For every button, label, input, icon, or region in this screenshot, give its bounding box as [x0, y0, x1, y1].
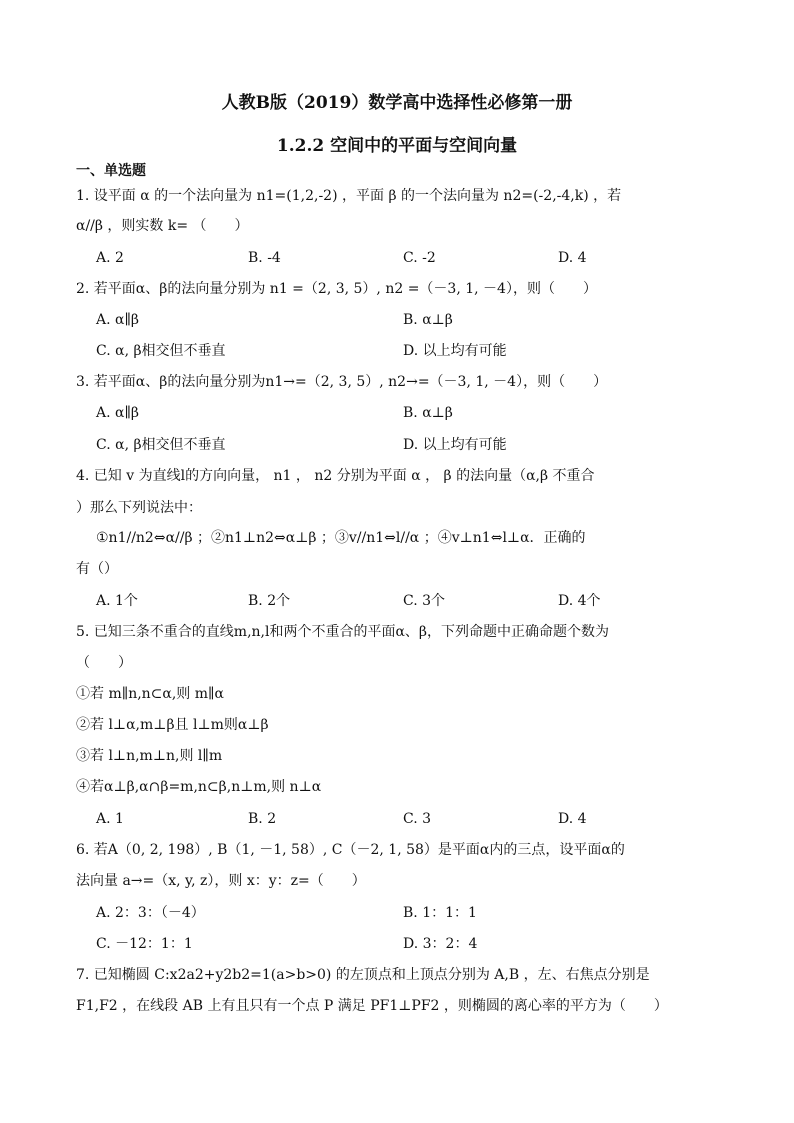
question-6-line-1: 6. 若A（0, 2, 198）, B（1, －1, 58）, C（－2, 1, 58）是平面α内的三点，设平面α的 [76, 842, 625, 858]
question-6-line-2: 法向量 a→=（x, y, z），则 x：y：z=（ ） [76, 873, 366, 889]
question-6-option-d: D. 3：2：4 [403, 936, 478, 952]
section-heading: 一、单选题 [76, 163, 146, 179]
question-4-option-a: A. 1个 [96, 593, 138, 609]
question-1-line-1: 1. 设平面 α 的一个法向量为 n1=(1,2,-2) ，平面 β 的一个法向量为 n2=(-2,-4,k) ，若 [76, 188, 622, 204]
question-5-line-2: （ ） [76, 655, 132, 671]
question-4-line-4: 有（） [76, 561, 118, 577]
question-2-option-b: B. α⊥β [403, 312, 453, 328]
question-5-statement-2: ②若 l⊥α,m⊥β且 l⊥m则α⊥β [76, 717, 269, 733]
document-title: 人教B版（2019）数学高中选择性必修第一册 [221, 93, 573, 113]
question-3-line-1: 3. 若平面α、β的法向量分别为n1→=（2, 3, 5）, n2→=（－3, 1, －4），则（ ） [76, 374, 608, 390]
question-6-option-a: A. 2：3：（－4） [96, 905, 205, 921]
question-6-option-c: C. －12：1：1 [96, 936, 193, 952]
question-2-option-d: D. 以上均有可能 [403, 343, 507, 359]
question-1-line-2: α//β ，则实数 k= （ ） [76, 218, 249, 234]
question-5-statement-1: ①若 m∥n,n⊂α,则 m∥α [76, 686, 224, 702]
question-3-option-a: A. α∥β [96, 405, 140, 421]
question-1-option-d: D. 4 [558, 250, 587, 266]
question-1-option-b: B. -4 [248, 250, 281, 266]
question-5-statement-3: ③若 l⊥n,m⊥n,则 l∥m [76, 748, 223, 764]
question-3-option-d: D. 以上均有可能 [403, 437, 507, 453]
question-5-option-c: C. 3 [403, 811, 432, 827]
question-3-option-b: B. α⊥β [403, 405, 453, 421]
question-4-option-d: D. 4个 [558, 593, 601, 609]
question-3-option-c: C. α, β相交但不垂直 [96, 437, 226, 453]
question-4-option-b: B. 2个 [248, 593, 291, 609]
question-5-option-b: B. 2 [248, 811, 277, 827]
question-4-line-3: ①n1//n2⇔α//β ；②n1⊥n2⇔α⊥β ；③v//n1⇔l//α ；④v⊥n1⇔l⊥α．正确的 [96, 530, 586, 546]
question-5-line-1: 5. 已知三条不重合的直线m,n,l和两个不重合的平面α、β，下列命题中正确命题个数为 [76, 624, 610, 640]
question-5-statement-4: ④若α⊥β,α∩β=m,n⊂β,n⊥m,则 n⊥α [76, 779, 322, 795]
question-2-option-a: A. α∥β [96, 312, 140, 328]
question-7-line-1: 7. 已知椭圆 C:x2a2+y2b2=1(a>b>0) 的左顶点和上顶点分别为 A,B ，左、右焦点分别是 [76, 967, 650, 983]
document-subtitle: 1.2.2 空间中的平面与空间向量 [276, 136, 518, 156]
question-1-option-c: C. -2 [403, 250, 436, 266]
question-5-option-a: A. 1 [96, 811, 124, 827]
question-4-line-2: ）那么下列说法中： [76, 500, 202, 516]
question-4-line-1: 4. 已知 v 为直线l的方向向量， n1 ， n2 分别为平面 α ， β 的法向量（α,β 不重合 [76, 468, 595, 484]
question-4-option-c: C. 3个 [403, 593, 446, 609]
question-2-option-c: C. α, β相交但不垂直 [96, 343, 226, 359]
question-7-line-2: F1,F2 ，在线段 AB 上有且只有一个点 P 满足 PF1⊥PF2 ，则椭圆的离心率的平方为（ ） [76, 998, 668, 1014]
question-6-option-b: B. 1：1：1 [403, 905, 477, 921]
question-5-option-d: D. 4 [558, 811, 587, 827]
question-2-line-1: 2. 若平面α、β的法向量分别为 n1 =（2, 3, 5）, n2 =（－3, 1, －4），则（ ） [76, 281, 597, 297]
question-1-option-a: A. 2 [96, 250, 124, 266]
